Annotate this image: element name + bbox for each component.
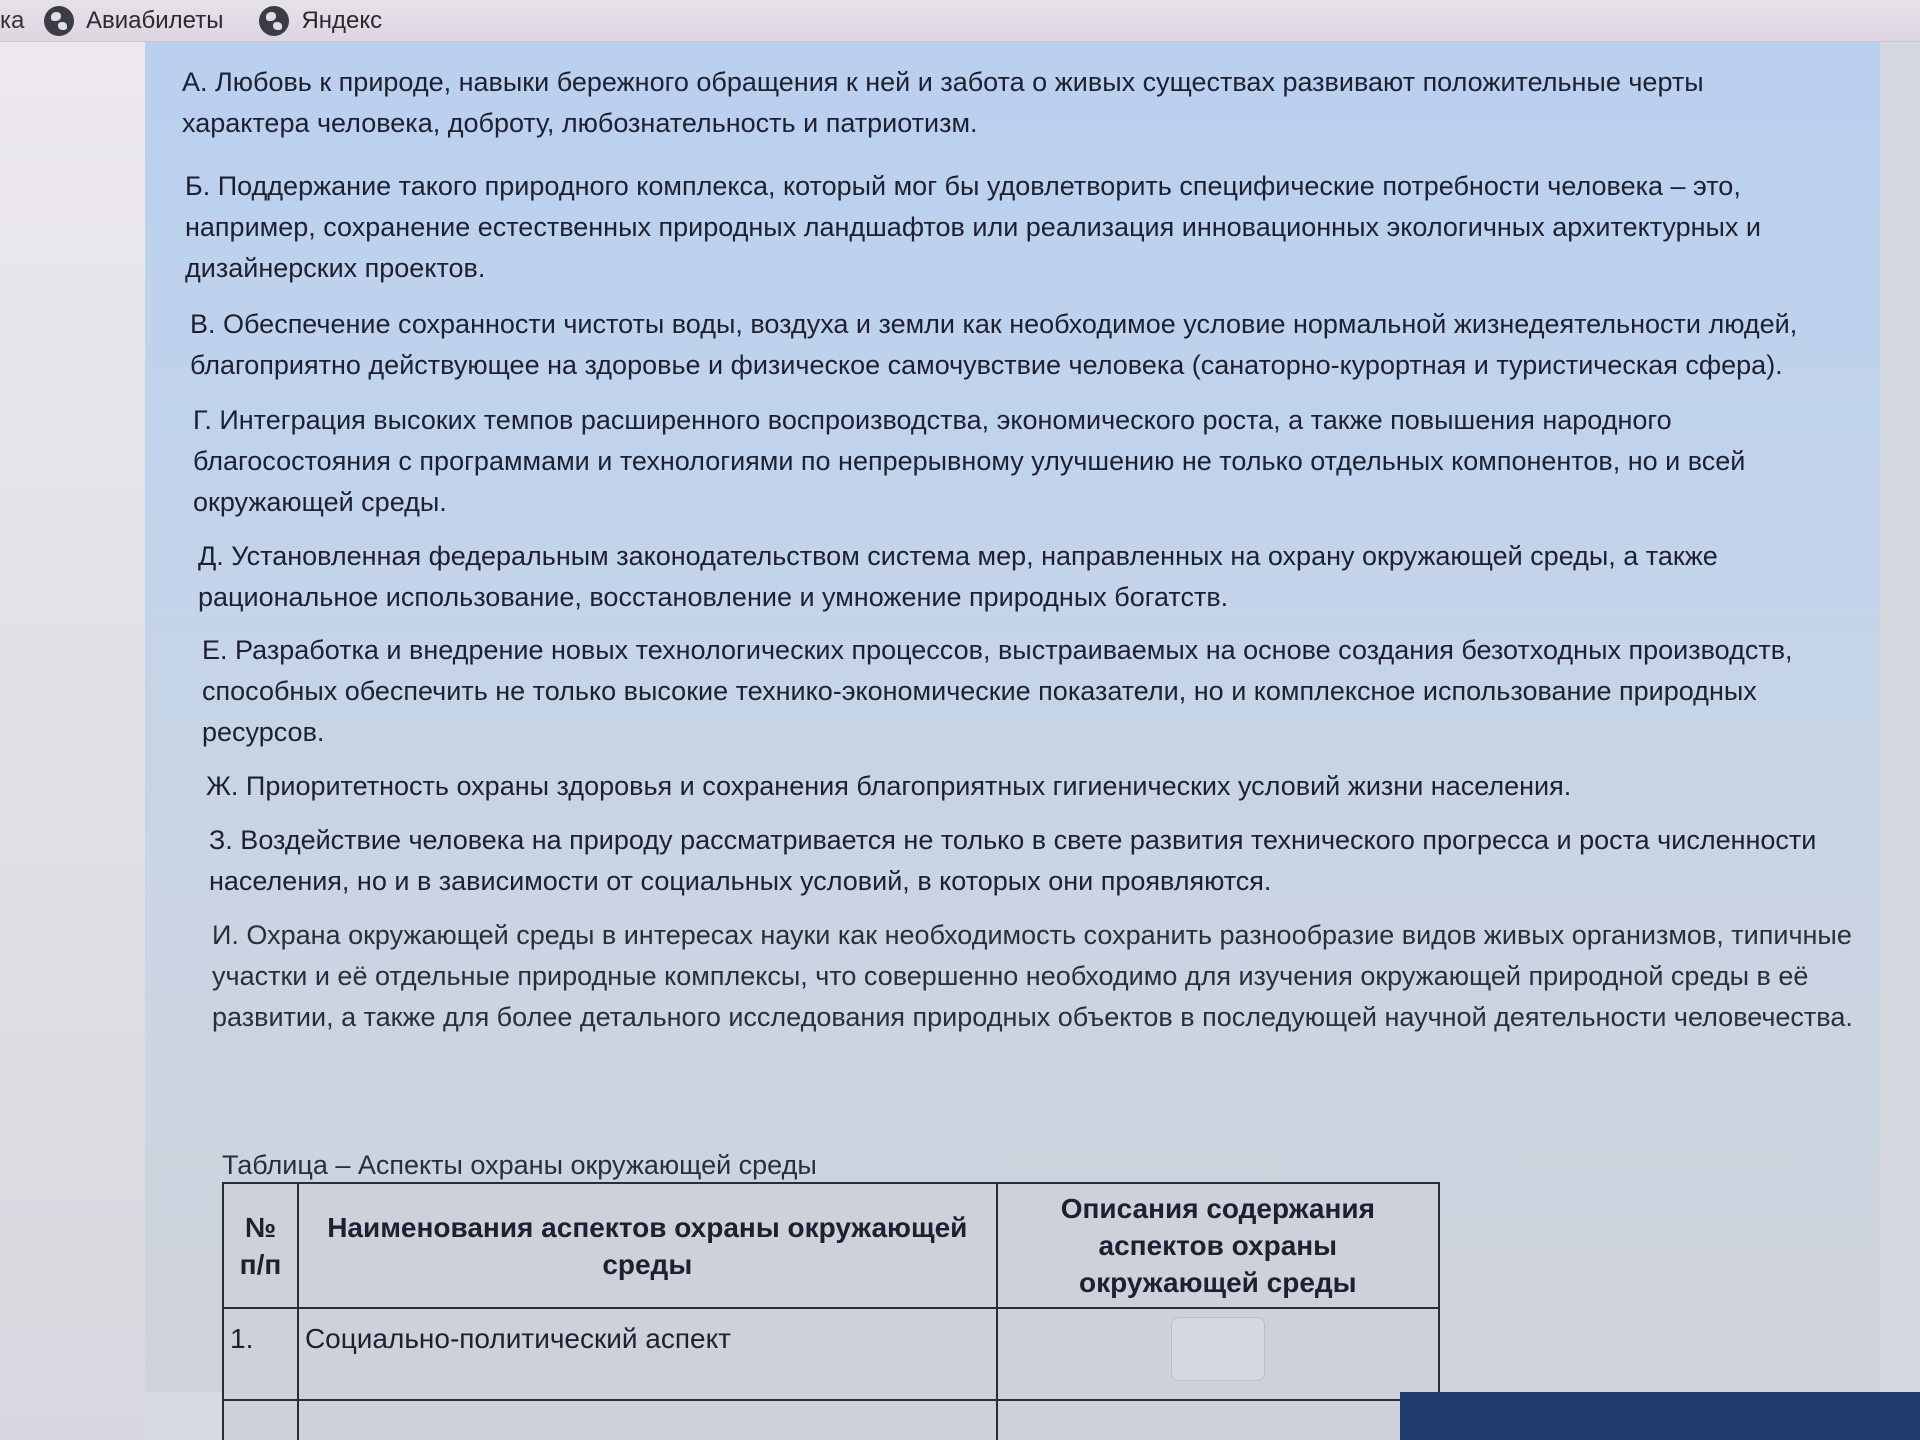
option-paragraph-z: З. Воздействие человека на природу рассматривается не только в свете развития технического прогресса и роста численности населения, но и в зависимости от социальных условий, в которых они проявляются. — [209, 825, 1817, 896]
option-paragraph-v: В. Обеспечение сохранности чистоты воды, воздуха и земли как необходимое условие нормальной жизнедеятельности людей, благоприятно действующее на здоровье и физическое самочувствие человека (санаторно-курортная и туристическая сфера). — [190, 309, 1798, 380]
row-num-cell — [223, 1400, 298, 1440]
bookmark-cut-label[interactable]: ка — [0, 6, 25, 34]
option-paragraph-i: И. Охрана окружающей среды в интересах науки как необходимость сохранить разнообразие видов живых организмов, типичные участки и её отдельные природные комплексы, что совершенно необходимо для изучения окружающей природной среды в её развитии, а также для более детального исследования природных объектов в последующей научной деятельности человечества. — [212, 920, 1853, 1032]
bookmark-yandex[interactable] — [259, 6, 382, 36]
row-name-cell: Социально-политический аспект — [298, 1308, 997, 1400]
globe-icon — [259, 6, 289, 36]
answer-input[interactable] — [1171, 1317, 1265, 1381]
option-paragraph-e: Е. Разработка и внедрение новых технологических процессов, выстраиваемых на основе создания безотходных производств, способных обеспечить не только высокие технико-экономические показатели, но и комплексное использование природных ресурсов. — [202, 635, 1793, 747]
page-left-margin — [0, 42, 145, 1440]
bookmark-aviabilety[interactable] — [44, 6, 223, 36]
column-header-num: № п/п — [223, 1183, 298, 1308]
row-desc-cell — [997, 1308, 1439, 1400]
bookmarks-bar — [0, 0, 1920, 42]
option-paragraph-zh: Ж. Приоритетность охраны здоровья и сохранения благоприятных гигиенических условий жизни населения. — [206, 771, 1572, 801]
option-paragraph-b: Б. Поддержание такого природного комплекса, который мог бы удовлетворить специфические потребности человека – это, например, сохранение естественных природных ландшафтов или реализация инновационных экологичных архитектурных и дизайнерских проектов. — [185, 171, 1761, 283]
globe-icon — [44, 6, 74, 36]
aspects-table — [222, 1182, 1440, 1440]
table-caption: Таблица – Аспекты охраны окружающей среды — [222, 1150, 817, 1180]
option-paragraph-d: Д. Установленная федеральным законодательством система мер, направленных на охрану окружающей среды, а также рациональное использование, восстановление и умножение природных богатств. — [198, 541, 1718, 612]
option-paragraph-a: А. Любовь к природе, навыки бережного обращения к ней и забота о живых существах развивают положительные черты характера человека, доброту, любознательность и патриотизм. — [182, 67, 1704, 138]
table-row — [223, 1400, 1439, 1440]
table-header-row — [223, 1183, 1439, 1308]
column-header-desc: Описания содержания аспектов охраны окружающей среды — [997, 1183, 1439, 1308]
bookmark-label: Авиабилеты — [86, 6, 224, 34]
option-paragraph-g: Г. Интеграция высоких темпов расширенного воспроизводства, экономического роста, а также повышения народного благосостояния с программами и технологиями по непрерывному улучшению не только отдельных компонентов, но и всей окружающей среды. — [193, 405, 1746, 517]
taskbar-fragment — [1400, 1392, 1920, 1440]
page-right-margin — [1880, 42, 1920, 1392]
row-name-cell — [298, 1400, 997, 1440]
bookmark-label: Яндекс — [301, 6, 383, 34]
row-num-cell: 1. — [223, 1308, 298, 1400]
column-header-name: Наименования аспектов охраны окружающей среды — [298, 1183, 997, 1308]
row-desc-cell — [997, 1400, 1439, 1440]
table-row — [223, 1308, 1439, 1400]
